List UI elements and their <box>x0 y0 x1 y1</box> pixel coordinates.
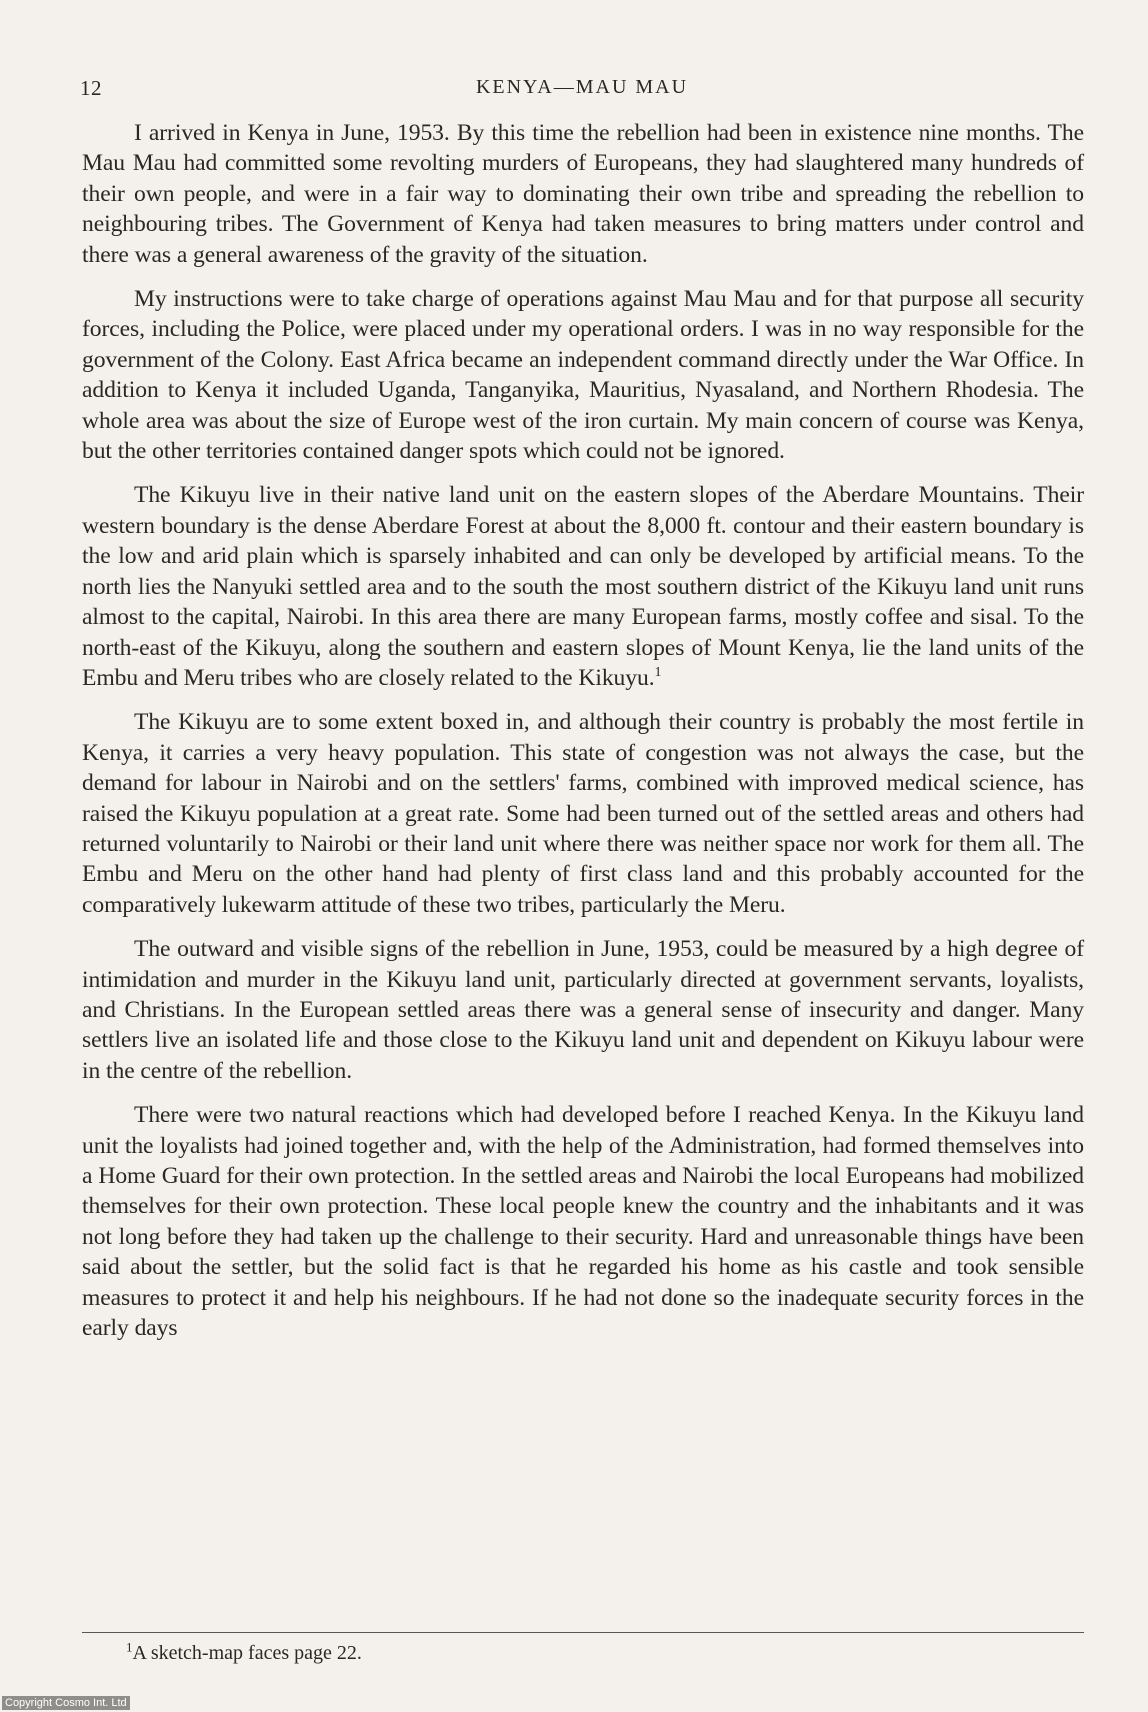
body-text <box>82 118 1084 1357</box>
paragraph-3-text: The Kikuyu live in their native land unit on the eastern slopes of the Aberdare Mountains. Their western boundary is the dense Aberdare Forest at about the 8,000 ft. contour and their eastern boundary is the low and arid plain which is sparsely inhabited and can only be developed by artificial means. To the north lies the Nanyuki settled area and to the south the most southern district of the Kikuyu land unit runs almost to the capital, Nairobi. In this area there are many European farms, mostly coffee and sisal. To the north-east of the Kikuyu, along the southern and eastern slopes of Mount Kenya, lie the land units of the Embu and Meru tribes who are closely related to the Kikuyu. <box>82 482 1084 691</box>
paragraph-4: The Kikuyu are to some extent boxed in, and although their country is probably the most fertile in Kenya, it carries a very heavy population. This state of congestion was not always the case, but the demand for labour in Nairobi and on the settlers' farms, combined with improved medical science, has raised the Kikuyu population at a great rate. Some had been turned out of the settled areas and others had returned voluntarily to Nairobi or their land unit where there was neither space nor work for them all. The Embu and Meru on the other hand had plenty of first class land and this probably accounted for the comparatively lukewarm attitude of these two tribes, particularly the Meru. <box>82 709 1084 918</box>
copyright-watermark: Copyright Cosmo Int. Ltd <box>2 1696 130 1710</box>
page-header <box>80 72 1084 112</box>
paragraph-1: I arrived in Kenya in June, 1953. By this time the rebellion had been in existence nine months. The Mau Mau had committed some revolting murders of Europeans, they had slaughtered many hundreds of their own people, and were in a fair way to dominating their own tribe and spreading the rebellion to neighbouring tribes. The Government of Kenya had taken measures to bring matters under control and there was a general awareness of the gravity of the situation. <box>82 120 1084 268</box>
footnote <box>126 1640 362 1666</box>
footnote-reference: 1 <box>654 665 662 681</box>
page-number: 12 <box>80 76 102 100</box>
paragraph-3 <box>82 480 1084 693</box>
paragraph-6: There were two natural reactions which had developed before I reached Kenya. In the Kikuyu land unit the loyalists had joined together and, with the help of the Administration, had formed themselves into a Home Guard for their own protection. In the settled areas and Nairobi the local Europeans had mobilized themselves for their own protection. These local people knew the country and the inhabitants and it was not long before they had taken up the challenge to their security. Hard and unreasonable things have been said about the settler, but the solid fact is that he regarded his home as his castle and took sensible measures to protect it and help his neighbours. If he had not done so the inadequate security forces in the early days <box>82 1102 1084 1342</box>
footnote-rule <box>82 1632 1084 1633</box>
footnote-mark: 1 <box>126 1639 133 1655</box>
footnote-text: A sketch-map faces page 22. <box>132 1642 362 1664</box>
running-head: KENYA—MAU MAU <box>475 76 689 98</box>
paragraph-2: My instructions were to take charge of operations against Mau Mau and for that purpose all security forces, including the Police, were placed under my operational orders. I was in no way responsible for the government of the Colony. East Africa became an independent command directly under the War Office. In addition to Kenya it included Uganda, Tanganyika, Mauritius, Nyasaland, and Northern Rhodesia. The whole area was about the size of Europe west of the iron curtain. My main concern of course was Kenya, but the other territories contained danger spots which could not be ignored. <box>82 286 1084 465</box>
paragraph-5: The outward and visible signs of the rebellion in June, 1953, could be measured by a high degree of intimidation and murder in the Kikuyu land unit, particularly directed at government servants, loyalists, and Christians. In the European settled areas there was a general sense of insecurity and danger. Many settlers live an isolated life and those close to the Kikuyu land unit and dependent on Kikuyu labour were in the centre of the rebellion. <box>82 936 1084 1084</box>
